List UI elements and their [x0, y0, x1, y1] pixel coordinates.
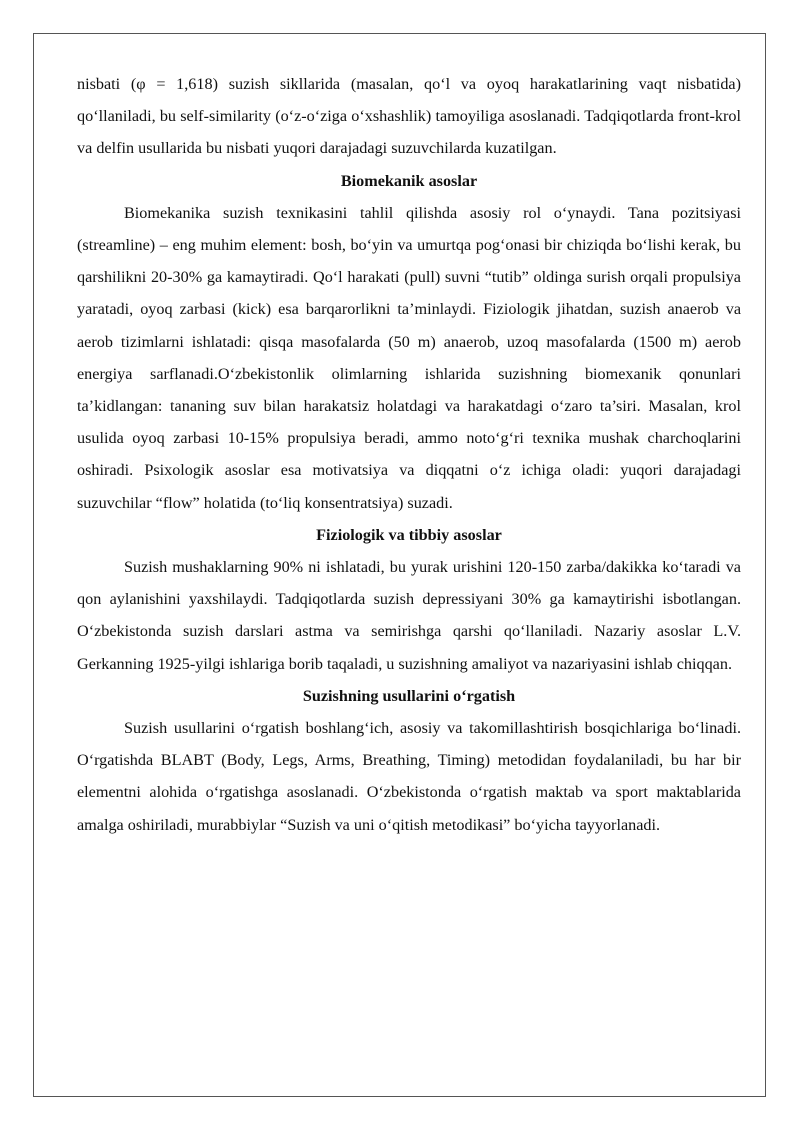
section-paragraph-teaching: Suzish usullarini o‘rgatish boshlang‘ich, asosiy va takomillashtirish bosqichlariga bo‘linadi. O‘rgatishda BLABT (Body, Legs, Arms, Breathing, Timing) metodidan foydalaniladi, bu har bir elementni alohida o‘rgatishga asoslanadi. O‘zbekistonda o‘rgatish maktab va sport maktablarida amalga oshiriladi, murabbiylar “Suzish va uni o‘qitish metodikasi” bo‘yicha tayyorlanadi. [77, 719, 741, 834]
section-paragraph-physiology: Suzish mushaklarning 90% ni ishlatadi, bu yurak urishini 120-150 zarba/dakikka ko‘taradi va qon aylanishini yaxshilaydi. Tadqiqotlarda suzish depressiyani 30% ga kamaytirishi isbotlangan. O‘zbekistonda suzish darslari astma va semirishga qarshi qo‘llaniladi. Nazariy asoslar L.V. Gerkanning 1925-yilgi ishlariga borib taqaladi, u suzishning amaliyot va nazariyasini ishlab chiqqan. [77, 558, 741, 673]
intro-paragraph: nisbati (φ = 1,618) suzish sikllarida (masalan, qo‘l va oyoq harakatlarining vaqt nisbatida) qo‘llaniladi, bu self-similarity (o‘z-o‘ziga o‘xshashlik) tamoyiliga asoslanadi. Tadqiqotlarda front-krol va delfin usullarida bu nisbati yuqori darajadagi suzuvchilarda kuzatilgan. [77, 75, 741, 158]
document-body [77, 68, 741, 841]
section-paragraph-biomechanics: Biomekanika suzish texnikasini tahlil qilishda asosiy rol o‘ynaydi. Tana pozitsiyasi (streamline) – eng muhim element: bosh, bo‘yin va umurtqa pog‘onasi bir chiziqda bo‘lishi kerak, bu qarshilikni 20-30% ga kamaytiradi. Qo‘l harakati (pull) suvni “tutib” oldinga surish orqali propulsiya yaratadi, oyoq zarbasi (kick) esa barqarorlikni ta’minlaydi. Fiziologik jihatdan, suzish anaerob va aerob tizimlarni ishlatadi: qisqa masofalarda (50 m) anaerob, uzoq masofalarda (1500 m) aerob energiya sarflanadi.O‘zbekistonlik olimlarning ishlarida suzishning biomexanik qonunlari ta’kidlangan: tananing suv bilan harakatsiz holatdagi va harakatdagi o‘zaro ta’siri. Masalan, krol usulida oyoq zarbasi 10-15% propulsiya beradi, ammo noto‘g‘ri texnika mushak charchoqlarini oshiradi. Psixologik asoslar esa motivatsiya va diqqatni o‘z ichiga oladi: yuqori darajadagi suzuvchilar “flow” holatida (to‘liq konsentratsiya) suzadi. [77, 203, 741, 512]
section-heading-biomechanics: Biomekanik asoslar [340, 171, 478, 190]
section-heading-physiology: Fiziologik va tibbiy asoslar [316, 525, 502, 544]
section-heading-teaching: Suzishning usullarini o‘rgatish [302, 686, 516, 705]
